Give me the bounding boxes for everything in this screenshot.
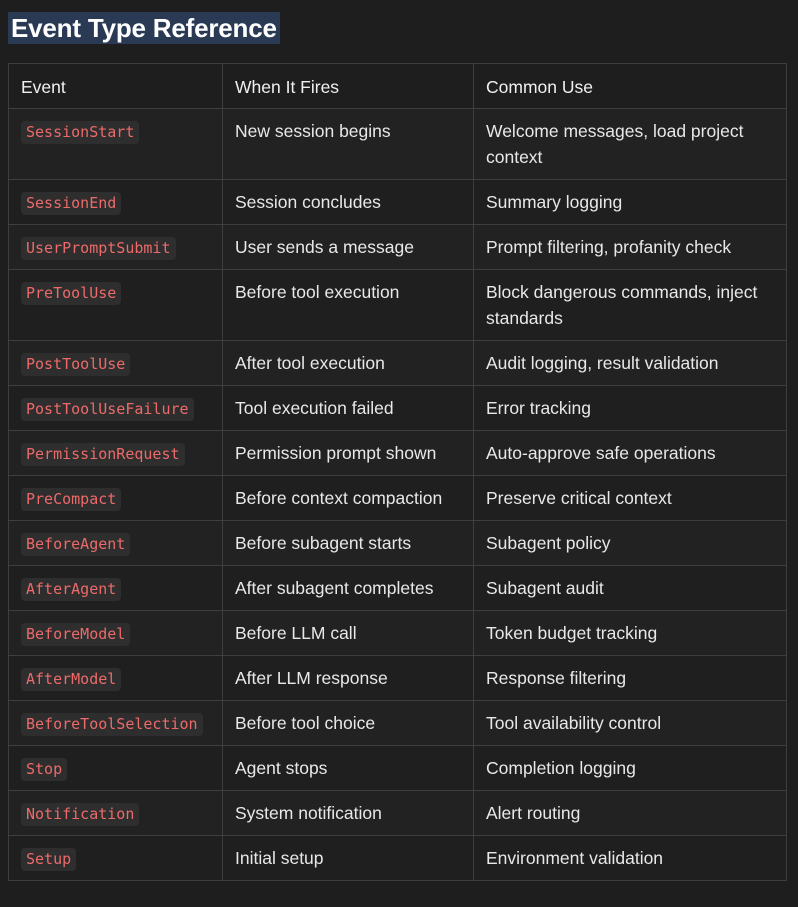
when-cell: After LLM response <box>223 656 474 701</box>
event-cell <box>9 566 223 611</box>
event-cell <box>9 386 223 431</box>
when-cell: User sends a message <box>223 225 474 270</box>
event-cell <box>9 225 223 270</box>
when-cell: Before subagent starts <box>223 521 474 566</box>
use-cell: Error tracking <box>474 386 787 431</box>
table-row <box>9 611 787 656</box>
event-cell <box>9 656 223 701</box>
event-cell <box>9 431 223 476</box>
use-cell: Subagent policy <box>474 521 787 566</box>
when-cell: Session concludes <box>223 180 474 225</box>
when-cell: Before tool execution <box>223 270 474 341</box>
table-row <box>9 791 787 836</box>
use-cell: Welcome messages, load project context <box>474 109 787 180</box>
event-code: Setup <box>21 848 76 871</box>
event-code: PermissionRequest <box>21 443 185 466</box>
event-code: Notification <box>21 803 139 826</box>
use-cell: Token budget tracking <box>474 611 787 656</box>
event-code: PostToolUse <box>21 353 130 376</box>
event-code: AfterAgent <box>21 578 121 601</box>
use-cell: Auto-approve safe operations <box>474 431 787 476</box>
event-cell <box>9 836 223 881</box>
page-title: Event Type Reference <box>8 12 280 44</box>
when-cell: System notification <box>223 791 474 836</box>
table-row <box>9 836 787 881</box>
use-cell: Subagent audit <box>474 566 787 611</box>
event-code: SessionStart <box>21 121 139 144</box>
when-cell: After tool execution <box>223 341 474 386</box>
event-cell <box>9 341 223 386</box>
use-cell: Summary logging <box>474 180 787 225</box>
event-cell <box>9 180 223 225</box>
when-cell: Before LLM call <box>223 611 474 656</box>
when-cell: Before context compaction <box>223 476 474 521</box>
event-code: PreToolUse <box>21 282 121 305</box>
event-code: BeforeToolSelection <box>21 713 203 736</box>
when-cell: New session begins <box>223 109 474 180</box>
table-body <box>9 109 787 881</box>
table-row <box>9 180 787 225</box>
use-cell: Block dangerous commands, inject standards <box>474 270 787 341</box>
table-row <box>9 476 787 521</box>
use-cell: Response filtering <box>474 656 787 701</box>
event-cell <box>9 701 223 746</box>
when-cell: Permission prompt shown <box>223 431 474 476</box>
use-cell: Alert routing <box>474 791 787 836</box>
event-cell <box>9 476 223 521</box>
table-row <box>9 225 787 270</box>
column-header-common-use: Common Use <box>474 64 787 109</box>
when-cell: Initial setup <box>223 836 474 881</box>
event-code: BeforeModel <box>21 623 130 646</box>
header-row <box>9 64 787 109</box>
when-cell: Before tool choice <box>223 701 474 746</box>
when-cell: After subagent completes <box>223 566 474 611</box>
table-row <box>9 431 787 476</box>
event-code: PreCompact <box>21 488 121 511</box>
event-cell <box>9 791 223 836</box>
event-cell <box>9 746 223 791</box>
use-cell: Prompt filtering, profanity check <box>474 225 787 270</box>
table-row <box>9 701 787 746</box>
table-row <box>9 566 787 611</box>
event-code: Stop <box>21 758 67 781</box>
event-code: BeforeAgent <box>21 533 130 556</box>
table-row <box>9 270 787 341</box>
table-row <box>9 341 787 386</box>
event-code: SessionEnd <box>21 192 121 215</box>
when-cell: Tool execution failed <box>223 386 474 431</box>
event-type-table <box>8 63 787 881</box>
column-header-when-it-fires: When It Fires <box>223 64 474 109</box>
when-cell: Agent stops <box>223 746 474 791</box>
table-row <box>9 746 787 791</box>
event-code: AfterModel <box>21 668 121 691</box>
use-cell: Preserve critical context <box>474 476 787 521</box>
use-cell: Completion logging <box>474 746 787 791</box>
event-cell <box>9 109 223 180</box>
heading-container <box>8 12 280 44</box>
table-row <box>9 386 787 431</box>
event-cell <box>9 270 223 341</box>
use-cell: Audit logging, result validation <box>474 341 787 386</box>
event-cell <box>9 611 223 656</box>
use-cell: Environment validation <box>474 836 787 881</box>
event-code: UserPromptSubmit <box>21 237 176 260</box>
table-row <box>9 521 787 566</box>
use-cell: Tool availability control <box>474 701 787 746</box>
table-row <box>9 109 787 180</box>
event-cell <box>9 521 223 566</box>
column-header-event: Event <box>9 64 223 109</box>
event-code: PostToolUseFailure <box>21 398 194 421</box>
table-row <box>9 656 787 701</box>
table-header <box>9 64 787 109</box>
